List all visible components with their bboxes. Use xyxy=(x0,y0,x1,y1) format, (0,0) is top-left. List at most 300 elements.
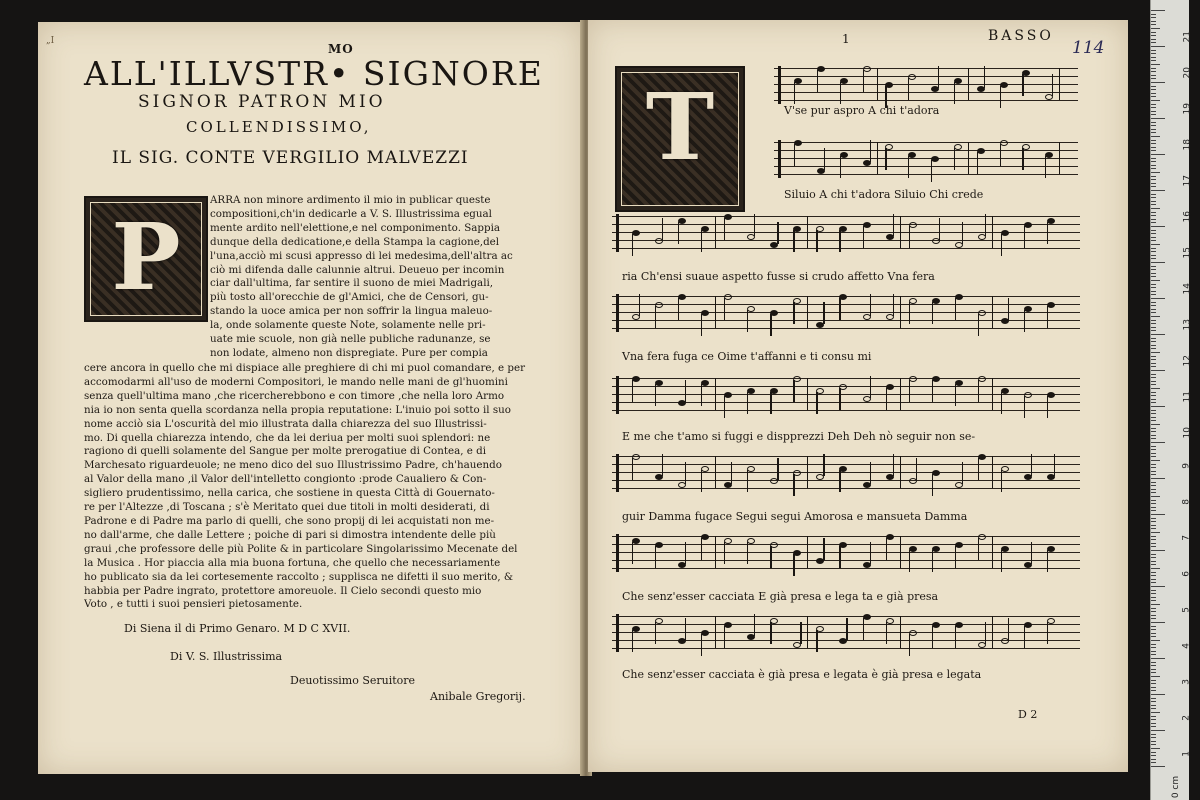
music-note xyxy=(794,140,802,146)
note-stem xyxy=(1022,74,1023,96)
ruler-tick xyxy=(1151,579,1156,580)
lyric-line: ria Ch'ensi suaue aspetto fusse si crudo affetto Vna fera xyxy=(622,270,935,283)
note-stem xyxy=(1052,74,1053,96)
bar-line xyxy=(807,536,808,568)
ruler-number: 18 xyxy=(1182,139,1192,151)
music-note xyxy=(655,302,663,308)
ruler-tick xyxy=(1151,75,1156,76)
music-note xyxy=(931,156,939,162)
lyric-line: V'se pur aspro A chi t'adora xyxy=(784,104,940,117)
ruler-tick xyxy=(1151,154,1165,155)
note-stem xyxy=(1008,298,1009,320)
bar-line xyxy=(715,296,716,328)
music-note xyxy=(908,74,916,80)
bar-line xyxy=(1059,142,1060,174)
bar-line xyxy=(807,296,808,328)
ruler-tick xyxy=(1151,338,1156,339)
ruler-tick xyxy=(1151,172,1160,173)
ruler-tick xyxy=(1151,636,1156,637)
text-line: ARRA non minore ardimento il mio in publicar queste xyxy=(210,194,491,206)
text-line: al Valor della mano ,il Valor dell'intelletto congionto :prode Caualiero & Con- xyxy=(84,473,487,486)
ruler-tick xyxy=(1151,266,1156,267)
ruler-tick xyxy=(1151,86,1156,87)
note-stem xyxy=(932,302,933,324)
note-stem xyxy=(731,462,732,484)
ruler-tick xyxy=(1151,741,1156,742)
music-note xyxy=(954,144,962,150)
ruler-tick xyxy=(1151,658,1165,659)
ruler-tick xyxy=(1151,14,1156,15)
staff-line xyxy=(774,150,1078,151)
ruler-tick xyxy=(1151,428,1156,429)
note-stem xyxy=(955,626,956,648)
ruler-tick xyxy=(1151,438,1156,439)
note-stem xyxy=(793,380,794,402)
ruler-tick xyxy=(1151,208,1160,209)
ruler-tick xyxy=(1151,46,1165,47)
lyric-line: guir Damma fugace Segui segui Amorosa e mansueta Damma xyxy=(622,510,968,523)
ruler-number: 15 xyxy=(1182,247,1192,259)
music-staff xyxy=(612,532,1080,574)
staff-line xyxy=(612,248,1080,249)
dedication-body-main xyxy=(84,362,556,612)
ruler-tick xyxy=(1151,550,1165,551)
handwritten-number: 114 xyxy=(1072,38,1105,58)
note-stem xyxy=(893,454,894,476)
note-stem xyxy=(1024,310,1025,332)
ruler-tick xyxy=(1151,431,1156,432)
ruler-tick xyxy=(1151,316,1160,317)
ruler-tick xyxy=(1151,190,1165,191)
clef-icon xyxy=(616,614,619,652)
ruler-tick xyxy=(1151,442,1165,443)
ruler-tick xyxy=(1151,291,1156,292)
note-stem xyxy=(770,314,771,336)
music-note xyxy=(932,470,940,476)
ruler-tick xyxy=(1151,186,1156,187)
music-note xyxy=(932,622,940,628)
note-stem xyxy=(655,622,656,644)
ruler-tick xyxy=(1151,762,1156,763)
dedication-honorific: COLLENDISSIMO, xyxy=(186,118,372,136)
text-line: sigliero prudentissimo, nella carica, che sostiene in questa Città di Gouernato- xyxy=(84,487,495,500)
text-line: la, onde solamente queste Note, solamente nelle pri- xyxy=(210,319,486,332)
ruler-tick xyxy=(1151,17,1156,18)
note-stem xyxy=(747,310,748,332)
note-stem xyxy=(639,294,640,316)
ruler-tick xyxy=(1151,759,1156,760)
ruler-tick xyxy=(1151,161,1156,162)
ruler-tick xyxy=(1151,528,1156,529)
ruler-tick xyxy=(1151,618,1156,619)
note-stem xyxy=(816,392,817,414)
ruler-tick xyxy=(1151,417,1156,418)
ruler-tick xyxy=(1151,39,1156,40)
right-page xyxy=(588,20,1128,772)
ruler-number: 4 xyxy=(1182,643,1192,649)
staff-line xyxy=(612,410,1080,411)
part-name: BASSO xyxy=(988,28,1054,44)
note-stem xyxy=(1047,222,1048,244)
music-note xyxy=(885,82,893,88)
bar-line xyxy=(992,536,993,568)
bar-line xyxy=(992,616,993,648)
note-stem xyxy=(909,380,910,402)
ruler-tick xyxy=(1151,593,1156,594)
music-note xyxy=(909,376,917,382)
ruler-tick xyxy=(1151,611,1156,612)
clef-icon xyxy=(616,454,619,492)
ruler-tick xyxy=(1151,341,1156,342)
music-note xyxy=(932,376,940,382)
music-note xyxy=(655,380,663,386)
ruler-tick xyxy=(1151,42,1156,43)
note-stem xyxy=(800,622,801,644)
text-line: più tosto all'orecchie de gl'Amici, che de Censori, gu- xyxy=(210,291,489,304)
note-stem xyxy=(1047,622,1048,644)
music-note xyxy=(701,534,709,540)
note-stem xyxy=(747,470,748,492)
staff-line xyxy=(774,76,1078,77)
ruler-tick xyxy=(1151,435,1156,436)
ruler-tick xyxy=(1151,294,1156,295)
ruler-tick xyxy=(1151,539,1156,540)
text-line: compositioni,ch'in dedicarle a V. S. Illustrissima egual xyxy=(210,207,492,220)
ruler-tick xyxy=(1151,158,1156,159)
text-line: Padrone e di Padre ma parlo di quelli, che sono propij di lei acquistati non me- xyxy=(84,514,495,527)
ruler-tick xyxy=(1151,546,1156,547)
clef-icon xyxy=(616,214,619,252)
ruler-tick xyxy=(1151,194,1156,195)
ruler-tick xyxy=(1151,114,1156,115)
ruler-tick xyxy=(1151,482,1156,483)
music-note xyxy=(724,392,732,398)
lyric-line: Vna fera fuga ce Oime t'affanni e ti consu mi xyxy=(622,350,872,363)
bar-line xyxy=(900,456,901,488)
ruler-tick xyxy=(1151,726,1156,727)
music-staff xyxy=(612,452,1080,494)
ruler-tick xyxy=(1151,557,1156,558)
text-line: mo. Di quella chiarezza intendo, che da lei deriua per molti suoi splendori: ne xyxy=(84,431,491,444)
ruler-tick xyxy=(1151,348,1156,349)
ruler-tick xyxy=(1151,744,1156,745)
note-stem xyxy=(932,626,933,648)
ruler-tick xyxy=(1151,410,1156,411)
ruler-tick xyxy=(1151,251,1156,252)
music-note xyxy=(955,622,963,628)
bar-line xyxy=(992,216,993,248)
note-stem xyxy=(870,140,871,162)
ruler-tick xyxy=(1151,21,1156,22)
bar-line xyxy=(968,142,969,174)
ruler-tick xyxy=(1151,204,1156,205)
ruler-tick xyxy=(1151,536,1156,537)
ruler-number: 8 xyxy=(1182,499,1192,505)
bar-line xyxy=(807,456,808,488)
ruler-tick xyxy=(1151,687,1156,688)
text-line: cere ancora in quello che mi dispiace alle preghiere di chi mi puol comandare, e per xyxy=(84,362,526,374)
note-stem xyxy=(1000,144,1001,166)
note-stem xyxy=(870,294,871,316)
staff-line xyxy=(612,456,1080,457)
note-stem xyxy=(701,384,702,406)
music-staff xyxy=(774,138,1078,180)
ruler-tick xyxy=(1151,312,1156,313)
staff-line xyxy=(612,464,1080,465)
ruler-tick xyxy=(1151,287,1156,288)
staff-line xyxy=(612,616,1080,617)
ruler-tick xyxy=(1151,503,1156,504)
music-note xyxy=(1001,388,1009,394)
ruler-number: 2 xyxy=(1182,715,1192,721)
ruler-tick xyxy=(1151,734,1156,735)
music-note xyxy=(632,230,640,236)
ruler-tick xyxy=(1151,262,1165,263)
ruler-tick xyxy=(1151,132,1156,133)
ruler-tick xyxy=(1151,626,1156,627)
music-note xyxy=(955,542,963,548)
note-stem xyxy=(977,152,978,174)
note-stem xyxy=(685,462,686,484)
ruler-tick xyxy=(1151,586,1165,587)
music-note xyxy=(932,298,940,304)
note-stem xyxy=(909,302,910,324)
ruler-tick xyxy=(1151,215,1156,216)
music-note xyxy=(770,310,778,316)
note-stem xyxy=(1047,306,1048,328)
ruler-tick xyxy=(1151,615,1156,616)
ruler-tick xyxy=(1151,633,1156,634)
ruler-tick xyxy=(1151,276,1156,277)
bar-line xyxy=(877,142,878,174)
ruler-tick xyxy=(1151,471,1156,472)
note-stem xyxy=(1045,156,1046,178)
music-note xyxy=(909,630,917,636)
staff-line xyxy=(774,166,1078,167)
ruler-tick xyxy=(1151,420,1156,421)
note-stem xyxy=(685,542,686,564)
ruler-tick xyxy=(1151,96,1156,97)
ruler-tick xyxy=(1151,467,1156,468)
bar-line xyxy=(900,616,901,648)
ruler-tick xyxy=(1151,125,1156,126)
measurement-ruler xyxy=(1150,0,1192,800)
note-stem xyxy=(1008,618,1009,640)
bar-line xyxy=(715,456,716,488)
music-staff xyxy=(612,212,1080,254)
music-staff xyxy=(612,292,1080,334)
note-stem xyxy=(662,454,663,476)
ruler-tick xyxy=(1151,651,1156,652)
staff-line xyxy=(774,142,1078,143)
ruler-tick xyxy=(1151,608,1156,609)
note-stem xyxy=(863,226,864,248)
text-line: nia io non senta quella scordanza nella propia reputatione: L'inuio poi sotto il suo xyxy=(84,403,511,416)
music-note xyxy=(1047,618,1055,624)
date-line: Di Siena il di Primo Genaro. M D C XVII. xyxy=(124,622,351,635)
music-staff xyxy=(612,374,1080,416)
text-line: ciò mi difenda dalle calunnie altrui. Deueuo per incomin xyxy=(210,263,505,276)
bar-line xyxy=(900,536,901,568)
note-stem xyxy=(1001,470,1002,492)
staff-line xyxy=(612,648,1080,649)
ruler-tick xyxy=(1151,388,1160,389)
ruler-tick xyxy=(1151,212,1156,213)
lyric-line: Che senz'esser cacciata E già presa e lega ta e già presa xyxy=(622,590,939,603)
staff-line xyxy=(774,92,1078,93)
ruler-tick xyxy=(1151,366,1156,367)
ruler-tick xyxy=(1151,669,1156,670)
text-line: no dall'arme, che dalle Lettere ; poiche di pari si dimostra intendente delle più xyxy=(84,528,496,541)
music-staff xyxy=(612,612,1080,654)
ruler-tick xyxy=(1151,708,1156,709)
staff-line xyxy=(612,320,1080,321)
music-note xyxy=(1024,392,1032,398)
music-note xyxy=(1000,140,1008,146)
text-line: re per l'Altezze ,di Toscana ; s'è Meritato quei due titoli in molti desiderati, di xyxy=(84,501,490,514)
ruler-tick xyxy=(1151,302,1156,303)
note-stem xyxy=(823,538,824,560)
signature-mark: D 2 xyxy=(1018,708,1038,721)
note-stem xyxy=(886,538,887,560)
music-note xyxy=(1000,82,1008,88)
ruler-tick xyxy=(1151,672,1156,673)
ruler-tick xyxy=(1151,240,1156,241)
note-stem xyxy=(1022,148,1023,170)
staff-line xyxy=(774,100,1078,101)
staff-line xyxy=(774,158,1078,159)
note-stem xyxy=(909,634,910,656)
note-stem xyxy=(662,218,663,240)
ruler-tick xyxy=(1151,683,1156,684)
initial-letter: P xyxy=(111,203,181,311)
ruler-number: 19 xyxy=(1182,103,1192,115)
note-stem xyxy=(701,470,702,492)
note-stem xyxy=(985,214,986,236)
music-note xyxy=(978,310,986,316)
note-stem xyxy=(685,380,686,402)
ruler-tick xyxy=(1151,395,1156,396)
note-stem xyxy=(931,160,932,182)
lyric-line: Siluio A chi t'adora Siluio Chi crede xyxy=(784,188,984,201)
note-stem xyxy=(1024,396,1025,418)
staff-line xyxy=(774,84,1078,85)
note-stem xyxy=(770,392,771,414)
ruler-tick xyxy=(1151,93,1156,94)
note-stem xyxy=(916,458,917,480)
ruler-tick xyxy=(1151,273,1156,274)
note-stem xyxy=(794,82,795,104)
ruler-tick xyxy=(1151,532,1160,533)
note-stem xyxy=(823,454,824,476)
music-note xyxy=(678,294,686,300)
note-stem xyxy=(777,458,778,480)
note-stem xyxy=(870,542,871,564)
staff-line xyxy=(612,536,1080,537)
ruler-tick xyxy=(1151,122,1156,123)
music-note xyxy=(632,376,640,382)
music-note xyxy=(1047,546,1055,552)
note-stem xyxy=(632,234,633,256)
staff-line xyxy=(612,480,1080,481)
note-stem xyxy=(823,302,824,324)
ruler-tick xyxy=(1151,140,1156,141)
ruler-tick xyxy=(1151,284,1156,285)
ruler-tick xyxy=(1151,597,1156,598)
music-note xyxy=(978,534,986,540)
staff-line xyxy=(612,224,1080,225)
note-stem xyxy=(824,148,825,170)
ruler-tick xyxy=(1151,53,1156,54)
note-stem xyxy=(754,614,755,636)
bar-line xyxy=(992,378,993,410)
staff-line xyxy=(612,312,1080,313)
bar-line xyxy=(992,296,993,328)
ruler-number: 11 xyxy=(1182,391,1192,403)
music-note xyxy=(701,310,709,316)
ruler-tick xyxy=(1151,280,1160,281)
note-stem xyxy=(701,538,702,560)
ruler-tick xyxy=(1151,230,1156,231)
staff-line xyxy=(612,328,1080,329)
music-note xyxy=(886,384,894,390)
ruler-tick xyxy=(1151,269,1156,270)
note-stem xyxy=(886,622,887,644)
music-note xyxy=(1024,622,1032,628)
bar-line xyxy=(900,378,901,410)
note-stem xyxy=(962,222,963,244)
ruler-tick xyxy=(1151,107,1156,108)
note-stem xyxy=(932,474,933,496)
music-note xyxy=(701,630,709,636)
ruler-tick xyxy=(1151,363,1156,364)
note-stem xyxy=(985,622,986,644)
music-note xyxy=(840,78,848,84)
note-stem xyxy=(846,618,847,640)
note-stem xyxy=(816,630,817,652)
ruler-tick xyxy=(1151,665,1156,666)
music-note xyxy=(839,542,847,548)
ruler-tick xyxy=(1151,582,1156,583)
lyric-line: E me che t'amo si fuggi e dispprezzi Deh Deh nò seguir non se- xyxy=(622,430,976,443)
ruler-tick xyxy=(1151,57,1156,58)
ruler-tick xyxy=(1151,374,1156,375)
dedicatee-name: IL SIG. CONTE VERGILIO MALVEZZI xyxy=(112,148,469,168)
ruler-tick xyxy=(1151,100,1160,101)
music-note xyxy=(632,626,640,632)
ruler-number: 17 xyxy=(1182,175,1192,187)
ruler-number: 10 xyxy=(1182,427,1192,439)
ruler-tick xyxy=(1151,298,1165,299)
note-stem xyxy=(747,542,748,564)
music-note xyxy=(724,214,732,220)
ruler-tick xyxy=(1151,690,1156,691)
ruler-tick xyxy=(1151,496,1160,497)
note-stem xyxy=(816,230,817,252)
text-line: habbia per Padre ingrato, protettore amoreuole. Il Cielo secondi questo mio xyxy=(84,584,482,597)
text-line: ho publicato sia da lei cortesemente raccolto ; supplisca ne difetti il suo merito, & xyxy=(84,570,514,583)
staff-line xyxy=(612,552,1080,553)
note-stem xyxy=(1047,396,1048,418)
note-stem xyxy=(724,218,725,240)
ruler-tick xyxy=(1151,50,1156,51)
ruler-tick xyxy=(1151,168,1156,169)
note-stem xyxy=(978,538,979,560)
ruler-tick xyxy=(1151,352,1160,353)
bar-line xyxy=(715,616,716,648)
music-note xyxy=(839,384,847,390)
ruler-tick xyxy=(1151,147,1156,148)
